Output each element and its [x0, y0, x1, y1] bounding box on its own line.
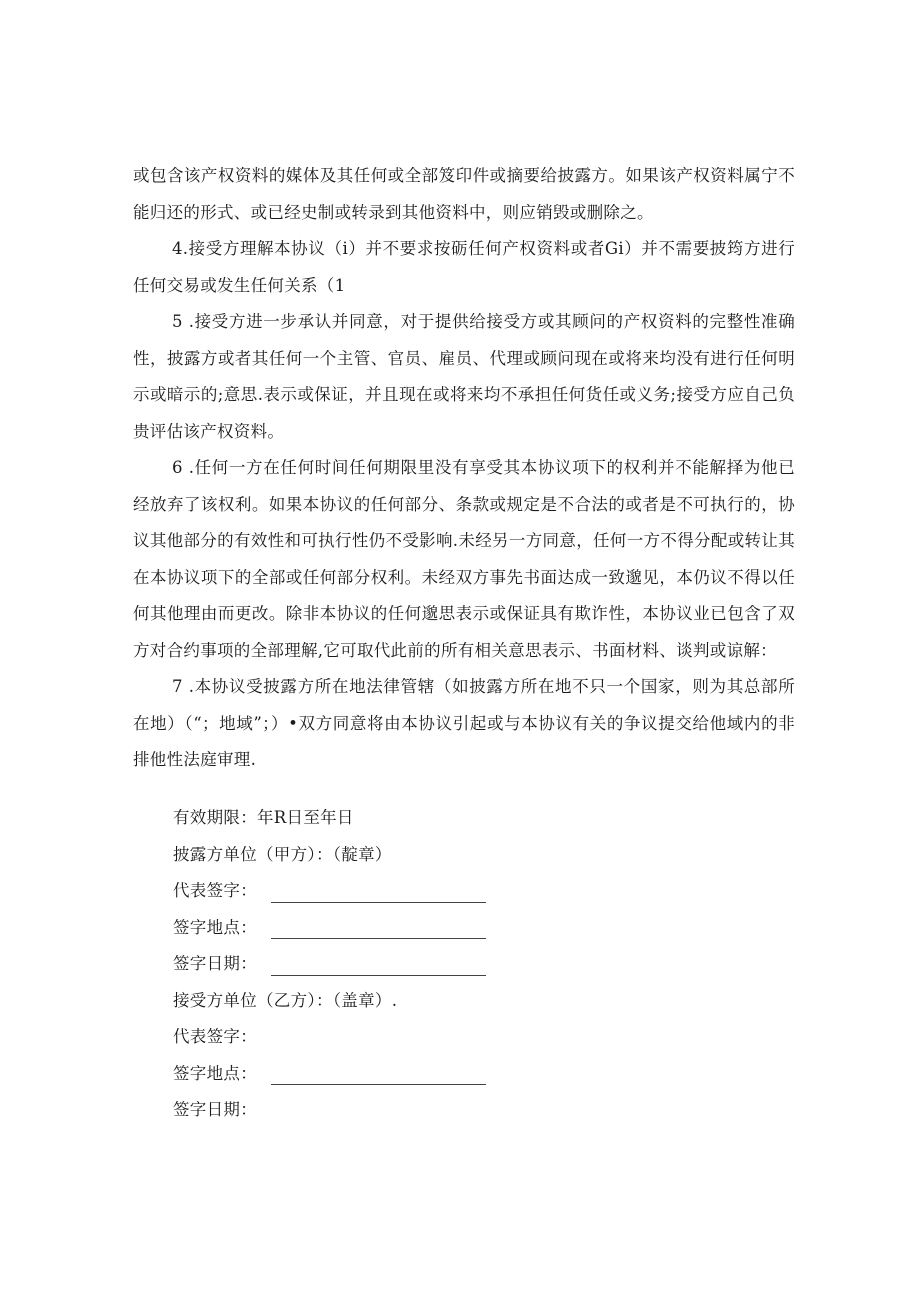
clause-6: 6 .任何一方在任何时间任何期限里没有享受其本协议项下的权利并不能解择为他已经放弃了该权利。如果本协议的任何部分、条款或规定是不合法的或者是不可执行的，协议其他部分的有效性和可执行性仍不受影响.未经另一方同意，任何一方不得分配或转让其在本协议项下的全部或任何部分权利。未经双方事先书面达成一致邈见，本仍议不得以任何其他理由而更改。除非本协议的任何邈思表示或保证具有欺诈性，本协议业已包含了双方对合约事项的全部理解,它可取代此前的所有相关意思表示、书面材料、谈判或谅解：	[133, 458, 795, 660]
party-a-unit	[173, 837, 486, 874]
party-a-date-label: 签字日期：	[173, 954, 257, 973]
party-b-date-label: 签字日期：	[173, 1100, 257, 1119]
paragraph-continuation: 或包含该产权资料的媒体及其任何或全部笈印件或摘要给披露方。如果该产权资料属宁不能归还的形式、或已经史制或转录到其他资料中，则应销毁或删除之。	[133, 166, 795, 222]
party-b-place-label: 签字地点：	[173, 1063, 257, 1083]
party-a-place-line[interactable]	[271, 916, 486, 939]
party-a-unit-label: 披露方单位（甲方）：（靛章）	[173, 844, 392, 864]
clause-4: 4.接受方理解本协议（i）并不要求按砺任何产权资料或者Gi）并不需要披筠方进行任何交易或发生任何关系（1	[133, 239, 795, 295]
validity-label: 有效期限：年R日至年日	[173, 808, 354, 827]
clause-5: 5 .接受方进一步承认并同意，对于提供给接受方或其顾问的产权资料的完整性准确性，披露方或者其任何一个主管、官员、雇员、代理或顾问现在或将来均没有进行任何明示或暗示的;意思.表示或保证，并且现在或将来均不承担任何货任或义务;接受方应自己负贵评估该产权资料。	[133, 312, 795, 441]
party-a-date-line[interactable]	[271, 953, 486, 976]
party-b-place-line[interactable]	[271, 1062, 486, 1085]
party-a-rep-label: 代表签字：	[173, 881, 257, 900]
party-b-unit	[173, 983, 486, 1020]
agreement-body	[133, 158, 795, 779]
signature-block	[173, 800, 486, 1129]
party-a-place-label: 签字地点：	[173, 917, 257, 937]
validity-period	[173, 800, 486, 837]
party-b-representative	[173, 1019, 486, 1056]
party-a-rep-line[interactable]	[271, 880, 486, 903]
party-b-date	[173, 1092, 486, 1129]
clause-7: 7 .本协议受披露方所在地法律管辖（如披露方所在地不只一个国家，则为其总部所在地）（“；地域”；）•双方同意将由本协议引起或与本协议有关的争议提交给他域内的非排他性法庭审理.	[133, 677, 795, 769]
party-b-place	[173, 1056, 486, 1093]
party-b-unit-label: 接受方单位（乙方）：（盖章）.	[173, 990, 398, 1010]
party-a-place	[173, 910, 486, 947]
party-a-date	[173, 946, 486, 983]
party-b-rep-label: 代表签字：	[173, 1027, 257, 1046]
party-a-representative	[173, 873, 486, 910]
